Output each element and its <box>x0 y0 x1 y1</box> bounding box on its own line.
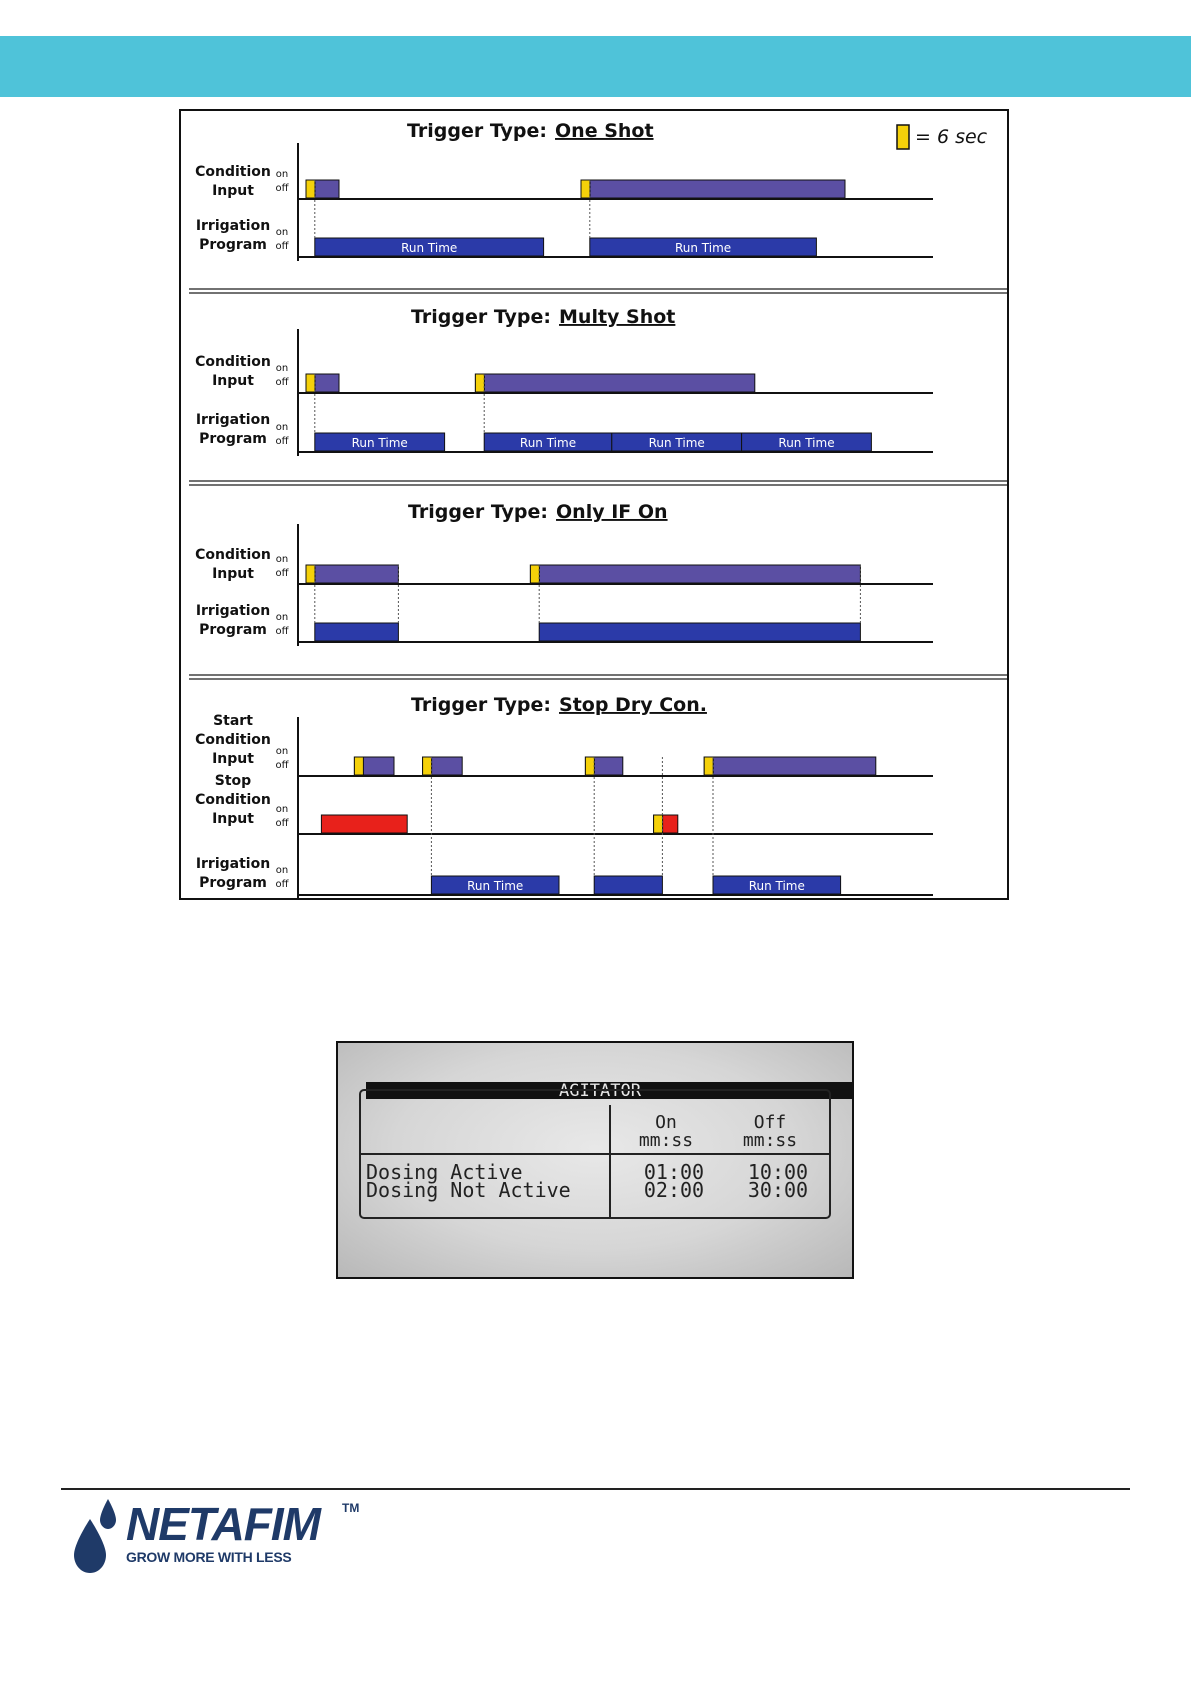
on-label: on <box>275 554 289 565</box>
panel-title <box>411 306 675 328</box>
row-label: Program <box>199 237 267 253</box>
program-bar <box>315 623 399 641</box>
off-label: off <box>275 879 289 890</box>
panel-title <box>408 501 668 523</box>
panel-trigger-name: Stop Dry Con. <box>559 694 707 716</box>
panel-title-prefix: Trigger Type: <box>408 501 549 523</box>
lcd-col-on-title: On <box>655 1112 677 1133</box>
panel-title-prefix: Trigger Type: <box>411 694 552 716</box>
footer-divider <box>61 1488 1130 1490</box>
trigger-type-figure <box>179 109 1009 900</box>
lcd-col-off-unit: mm:ss <box>742 1130 798 1151</box>
row-label: Program <box>199 431 267 447</box>
row-label: Program <box>199 875 267 891</box>
row-label: Start <box>213 713 253 729</box>
six-sec-marker <box>475 374 484 392</box>
header-band <box>0 36 1191 97</box>
row-label: Input <box>212 811 254 827</box>
run-time-label: Run Time <box>401 241 458 255</box>
row-label: Irrigation <box>195 856 271 872</box>
row-label: Input <box>212 751 254 767</box>
trademark-mark: TM <box>342 1501 360 1515</box>
panel-trigger-name: Only IF On <box>556 501 668 523</box>
on-label: on <box>275 363 289 374</box>
six-sec-marker <box>585 757 594 775</box>
legend-swatch <box>897 125 909 149</box>
panel-trigger-name: One Shot <box>555 120 654 142</box>
on-label: on <box>275 612 289 623</box>
panel-trigger-name: Multy Shot <box>559 306 676 328</box>
lcd-col-on-unit: mm:ss <box>638 1130 694 1151</box>
run-time-label: Run Time <box>778 436 835 450</box>
six-sec-marker <box>654 815 663 833</box>
off-label: off <box>275 818 289 829</box>
condition-bar <box>581 180 845 198</box>
six-sec-marker <box>306 180 315 198</box>
off-label: off <box>275 241 289 252</box>
panel-title-prefix: Trigger Type: <box>411 306 552 328</box>
row-label: Condition <box>195 354 271 370</box>
run-time-label: Run Time <box>351 436 408 450</box>
panel-title <box>411 694 707 716</box>
brand-name: NETAFIM <box>126 1498 321 1550</box>
row-label: Condition <box>195 732 271 748</box>
run-time-label: Run Time <box>674 241 732 255</box>
row-label: Input <box>212 373 254 389</box>
brand-tagline: GROW MORE WITH LESS <box>126 1549 292 1565</box>
lcd-row-label: Dosing Active <box>366 1160 523 1184</box>
condition-bar <box>475 374 754 392</box>
six-sec-marker <box>423 757 432 775</box>
lcd-row-label: Dosing Not Active <box>366 1178 571 1202</box>
on-label: on <box>275 865 289 876</box>
timing-diagrams <box>181 111 1007 898</box>
six-sec-marker <box>704 757 713 775</box>
program-bar <box>539 623 860 641</box>
off-label: off <box>275 760 289 771</box>
six-sec-marker <box>581 180 590 198</box>
agitator-lcd-screen <box>336 1041 854 1279</box>
row-label: Irrigation <box>195 218 271 234</box>
lcd-on-value: 02:00 <box>643 1178 705 1202</box>
on-label: on <box>275 227 289 238</box>
panel-title <box>407 120 654 142</box>
run-time-label: Run Time <box>748 879 805 893</box>
row-label: Input <box>212 566 254 582</box>
six-sec-marker <box>306 374 315 392</box>
on-label: on <box>275 169 289 180</box>
six-sec-marker <box>354 757 363 775</box>
row-label: Stop <box>214 773 252 789</box>
run-time-label: Run Time <box>519 436 577 450</box>
legend-label: = 6 sec <box>915 126 988 148</box>
stop-bar <box>321 815 407 833</box>
condition-bar <box>306 565 398 583</box>
run-time-label: Run Time <box>648 436 705 450</box>
on-label: on <box>275 422 289 433</box>
netafim-logo <box>70 1497 370 1579</box>
row-label: Irrigation <box>195 603 271 619</box>
off-label: off <box>275 183 289 194</box>
row-label: Condition <box>195 547 271 563</box>
six-sec-marker <box>530 565 539 583</box>
off-label: off <box>275 626 289 637</box>
lcd-off-value: 30:00 <box>747 1178 809 1202</box>
condition-bar <box>530 565 860 583</box>
off-label: off <box>275 436 289 447</box>
off-label: off <box>275 568 289 579</box>
lcd-display <box>338 1043 852 1277</box>
six-sec-marker <box>306 565 315 583</box>
row-label: Input <box>212 183 254 199</box>
on-label: on <box>275 746 289 757</box>
row-label: Condition <box>195 792 271 808</box>
program-bar <box>594 876 662 894</box>
run-time-label: Run Time <box>467 879 524 893</box>
condition-bar <box>704 757 876 775</box>
lcd-col-off-title: Off <box>753 1112 787 1133</box>
lcd-off-value: 10:00 <box>747 1160 809 1184</box>
panel-title-prefix: Trigger Type: <box>407 120 548 142</box>
lcd-title: AGITATOR <box>559 1081 641 1101</box>
lcd-on-value: 01:00 <box>643 1160 705 1184</box>
water-drops-icon <box>70 1497 126 1579</box>
row-label: Program <box>199 622 267 638</box>
row-label: Irrigation <box>195 412 271 428</box>
on-label: on <box>275 804 289 815</box>
row-label: Condition <box>195 164 271 180</box>
off-label: off <box>275 377 289 388</box>
